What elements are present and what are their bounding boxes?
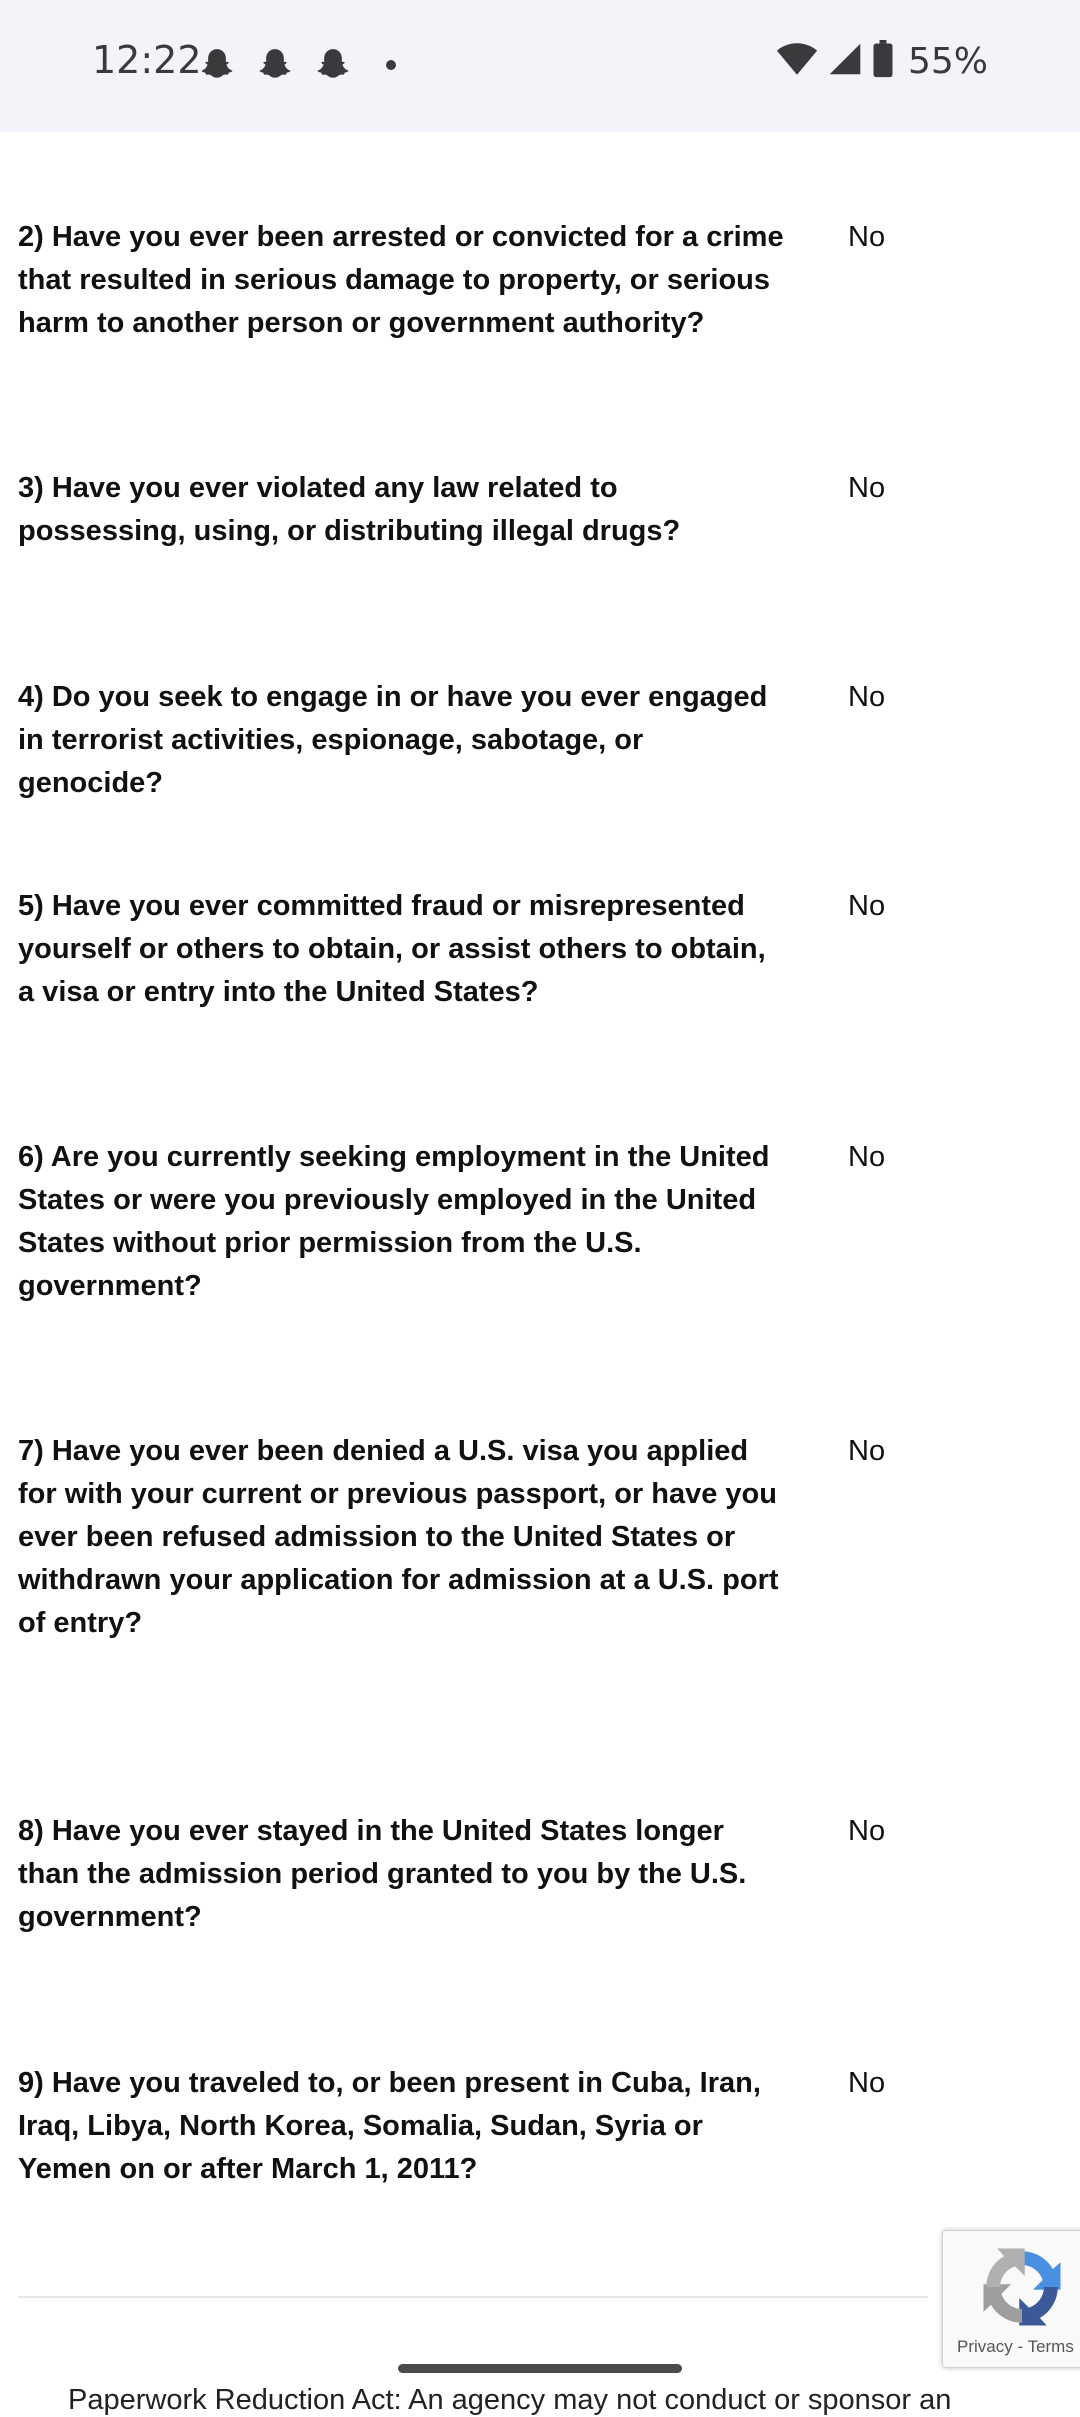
question-text: 6) Are you currently seeking employment in the United States or were you previously employed in the United States without prior permission from the U.S. government? (18, 1141, 770, 1302)
snapchat-ghost-icon (256, 46, 294, 84)
question-text: 2) Have you ever been arrested or convicted for a crime that resulted in serious damage to property, or serious harm to another person or government authority? (18, 221, 784, 339)
status-bar (0, 0, 1080, 132)
section-divider (18, 2296, 928, 2298)
answer-value: No (848, 472, 886, 504)
system-status-icons (776, 40, 988, 83)
recaptcha-link-separator: - (1017, 2337, 1024, 2356)
more-notifications-dot (386, 60, 396, 70)
answer-value: No (848, 681, 886, 713)
question-text: 4) Do you seek to engage in or have you ever engaged in terrorist activities, espionage, sabotage, or genocide? (18, 681, 768, 799)
answer-value: No (848, 2067, 886, 2099)
question-text: 9) Have you traveled to, or been present in Cuba, Iran, Iraq, Libya, North Korea, Somalia, Sudan, Syria or Yemen on or after March 1, 2011? (18, 2067, 761, 2185)
wifi-icon (776, 41, 818, 82)
answer-value: No (848, 1141, 886, 1173)
notification-icons (198, 46, 396, 84)
status-time: 12:22 (92, 38, 202, 82)
question-text: 5) Have you ever committed fraud or misrepresented yourself or others to obtain, or assist others to obtain, a visa or entry into the United States? (18, 890, 766, 1008)
recaptcha-terms-link[interactable]: Terms (1027, 2337, 1074, 2356)
home-gesture-bar[interactable] (398, 2364, 682, 2373)
snapchat-ghost-icon (198, 46, 236, 84)
battery-percentage: 55% (907, 41, 988, 82)
question-text: 3) Have you ever violated any law related to possessing, using, or distributing illegal drugs? (18, 472, 681, 547)
recaptcha-badge[interactable] (942, 2230, 1080, 2368)
question-text: 7) Have you ever been denied a U.S. visa you applied for with your current or previous passport, or have you ever been refused admission to the United States or withdrawn your application for admission at a U.S. port of entry? (18, 1435, 779, 1639)
answer-value: No (848, 1435, 886, 1467)
snapchat-ghost-icon (314, 46, 352, 84)
answer-value: No (848, 1815, 886, 1847)
question-text: 8) Have you ever stayed in the United States longer than the admission period granted to you by the U.S. government? (18, 1815, 747, 1933)
paperwork-reduction-act-text: Paperwork Reduction Act: An agency may not conduct or sponsor an (68, 2384, 952, 2416)
recaptcha-privacy-link[interactable]: Privacy (957, 2337, 1013, 2356)
recaptcha-links (957, 2337, 1074, 2357)
battery-icon (872, 40, 894, 83)
recaptcha-logo-icon (977, 2243, 1067, 2336)
answer-value: No (848, 890, 886, 922)
answer-value: No (848, 221, 886, 253)
cellular-signal-icon (828, 41, 862, 82)
